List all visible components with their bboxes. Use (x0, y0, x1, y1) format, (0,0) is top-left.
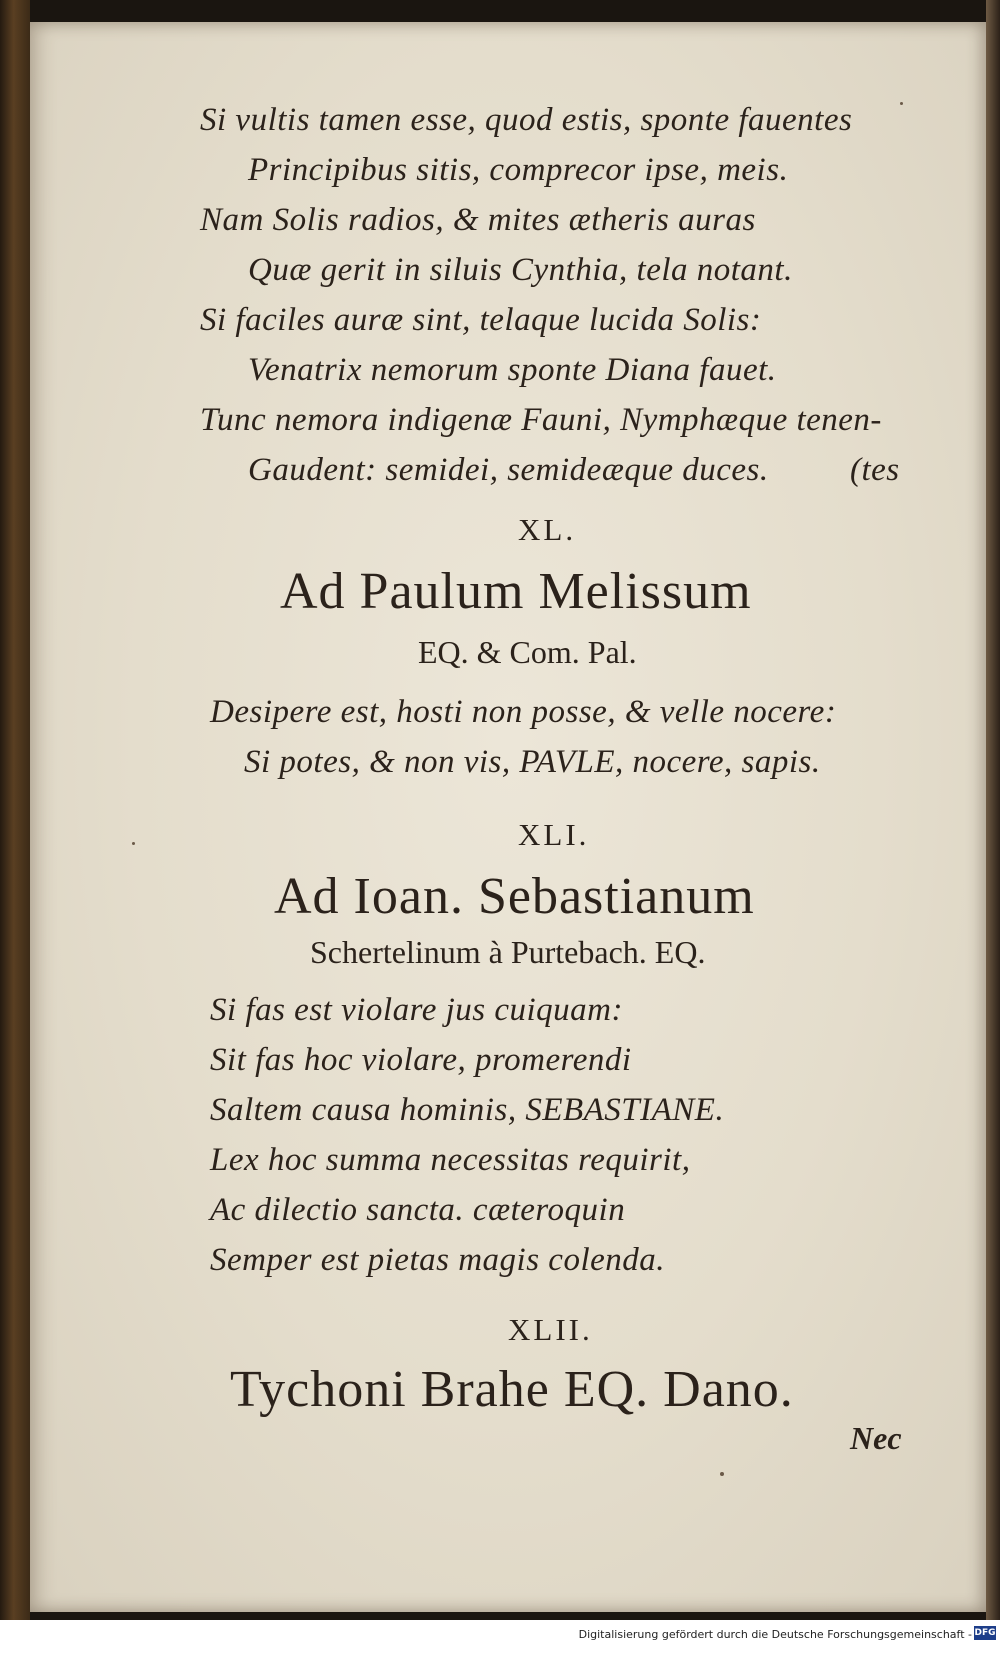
epigram-subheading: EQ. & Com. Pal. (418, 634, 637, 670)
epigram-number: XLI. (518, 817, 590, 852)
epigram-line: Lex hoc summa necessitas requirit, (210, 1142, 691, 1178)
epigram-line: Si potes, & non vis, PAVLE, nocere, sapis. (244, 744, 821, 780)
digitization-footer (0, 1620, 1000, 1653)
epigram-line: Sit fas hoc violare, promerendi (210, 1042, 632, 1078)
epigram-subheading: Schertelinum à Purtebach. EQ. (310, 934, 706, 970)
epigram-line: Semper est pietas magis colenda. (210, 1242, 666, 1278)
epigram-line: Ac dilectio sancta. cæteroquin (210, 1192, 626, 1228)
paper-speck (720, 1472, 724, 1476)
epigram-number: XL. (518, 512, 577, 547)
poem-line: Venatrix nemorum sponte Diana fauet. (248, 352, 777, 388)
catchword: Nec (850, 1420, 902, 1456)
poem-line: Tunc nemora indigenæ Fauni, Nymphæque tenen- (200, 402, 882, 438)
dfg-logo: DFG (974, 1628, 996, 1638)
poem-line: Nam Solis radios, & mites ætheris auras (200, 202, 756, 238)
paper-speck (132, 842, 135, 845)
poem-line: Si faciles auræ sint, telaque lucida Solis: (200, 302, 762, 338)
epigram-line: Si fas est violare jus cuiquam: (210, 992, 623, 1028)
epigram-line: Desipere est, hosti non posse, & velle nocere: (210, 694, 837, 730)
poem-line: Si vultis tamen esse, quod estis, sponte fauentes (200, 102, 853, 138)
epigram-heading: Tychoni Brahe EQ. Dano. (230, 1361, 794, 1418)
book-fore-edge (986, 0, 1000, 1620)
funding-credit: Digitalisierung gefördert durch die Deutsche Forschungsgemeinschaft - (578, 1628, 972, 1641)
book-binding-edge (0, 0, 30, 1620)
epigram-number: XLII. (508, 1312, 593, 1347)
paper-speck (900, 102, 903, 105)
poem-line: Principibus sitis, comprecor ipse, meis. (248, 152, 789, 188)
epigram-heading: Ad Paulum Melissum (280, 563, 752, 620)
epigram-heading: Ad Ioan. Sebastianum (274, 868, 755, 925)
poem-line: Quæ gerit in siluis Cynthia, tela notant. (248, 252, 793, 288)
turnover-syllable: (tes (850, 452, 900, 488)
epigram-line: Saltem causa hominis, SEBASTIANE. (210, 1092, 725, 1128)
book-page (30, 22, 986, 1612)
poem-line: Gaudent: semidei, semideæque duces. (248, 452, 769, 488)
